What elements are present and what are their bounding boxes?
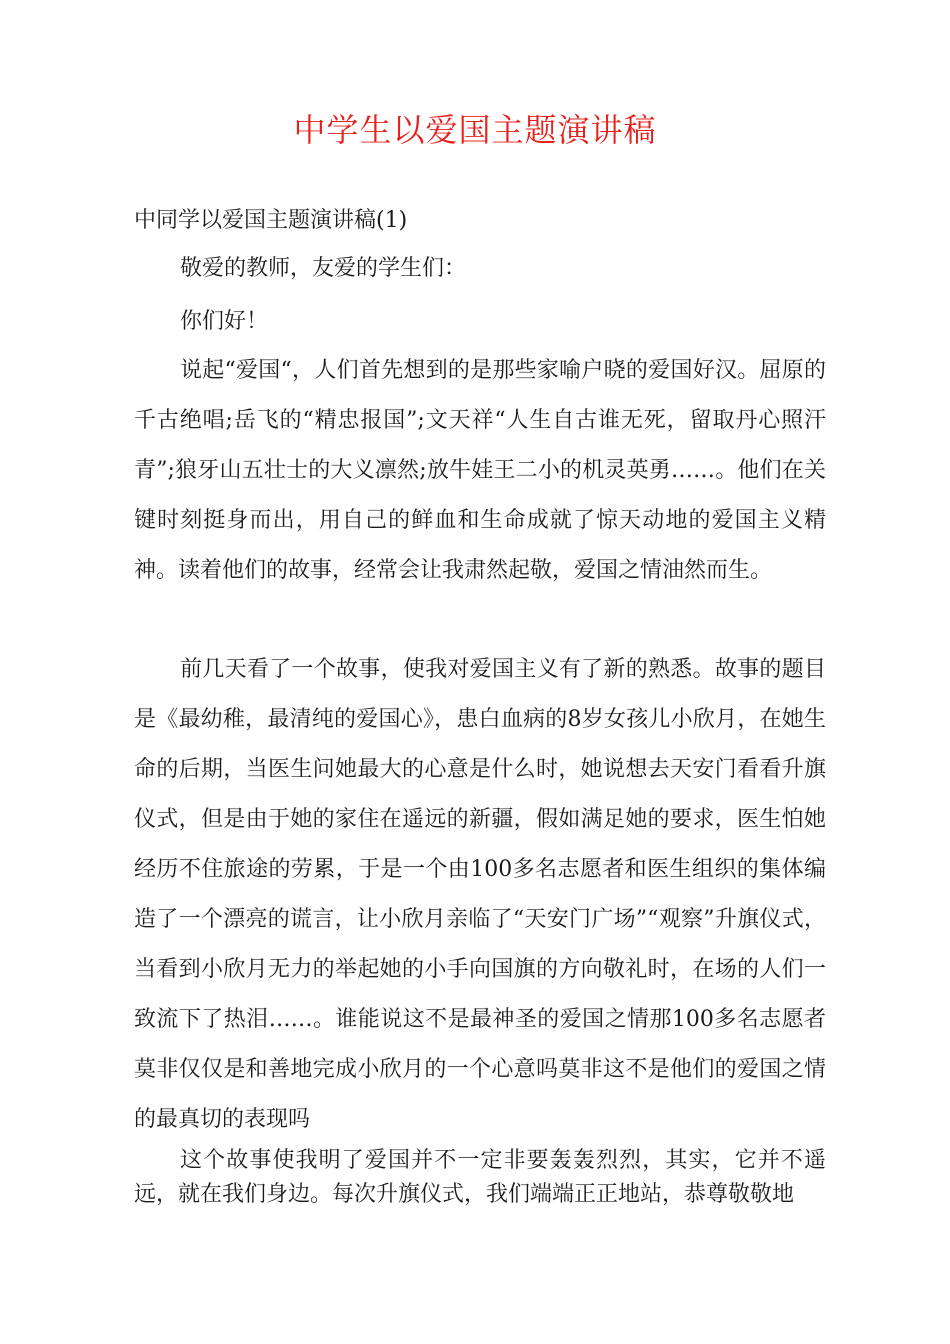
document-subtitle: 中同学以爱国主题演讲稿(1) [134,208,408,233]
paragraph-patriots: 说起“爱国“，人们首先想到的是那些家喻户晓的爱国好汉。屈原的千古绝唱;岳飞的“精忠报国”;文天祥“人生自古谁无死，留取丹心照汗青”;狼牙山五壮士的大义凛然;放牛娃王二小的机灵英勇……。他们在关键时刻挺身而出，用自己的鲜血和生命成就了惊天动地的爱国主义精神。读着他们的故事，经常会让我肃然起敬，爱国之情油然而生。 [134,358,826,583]
paragraph-hello: 你们好！ [180,309,269,334]
paragraph-story: 前几天看了一个故事，使我对爱国主义有了新的熟悉。故事的题目是《最幼稚，最清纯的爱国心》，患白血病的8岁女孩儿小欣月，在她生命的后期，当医生问她最大的心意是什么时，她说想去天安门看看升旗仪式，但是由于她的家住在遥远的新疆，假如满足她的要求，医生怕她经历不住旅途的劳累，于是一个由100多名志愿者和医生组织的集体编造了一个漂亮的谎言，让小欣月亲临了“天安门广场”“观察”升旗仪式，当看到小欣月无力的举起她的小手向国旗的方向敬礼时，在场的人们一致流下了热泪……。谁能说这不是最神圣的爱国之情那100多名志愿者莫非仅仅是和善地完成小欣月的一个心意吗莫非这不是他们的爱国之情的最真切的表现吗 [134,657,826,1132]
paragraph-lesson: 这个故事使我明了爱国并不一定非要轰轰烈烈，其实，它并不遥远，就在我们身边。每次升旗仪式，我们端端正正地站，恭尊敬敬地 [134,1148,826,1207]
document-title: 中学生以爱国主题演讲稿 [293,111,657,149]
paragraph-greeting: 敬爱的教师，友爱的学生们： [180,256,467,281]
